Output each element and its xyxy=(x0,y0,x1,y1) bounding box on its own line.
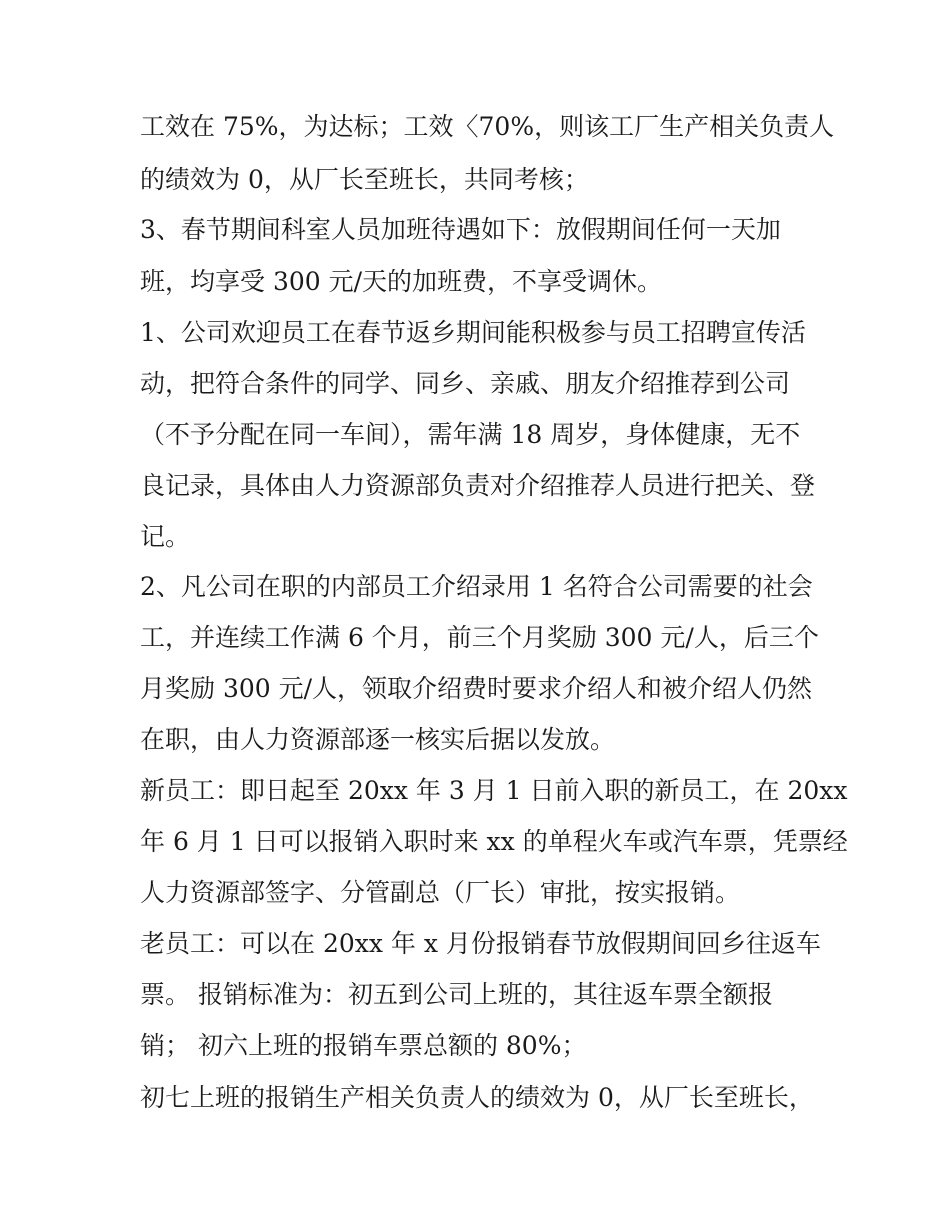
text-line: 1、公司欢迎员工在春节返乡期间能积极参与员工招聘宣传活 xyxy=(140,318,806,347)
text-line: 动，把符合条件的同学、同乡、亲戚、朋友介绍推荐到公司 xyxy=(140,369,791,398)
text-line: 销； 初六上班的报销车票总额的 80%； xyxy=(140,1031,587,1060)
text-line: 良记录，具体由人力资源部负责对介绍推荐人员进行把关、登 xyxy=(140,471,816,500)
text-line: 3、春节期间科室人员加班待遇如下：放假期间任何一天加 xyxy=(140,215,781,244)
text-line: （不予分配在同一车间），需年满 18 周岁，身体健康，无不 xyxy=(140,420,801,449)
text-line: 在职，由人力资源部逐一核实后据以发放。 xyxy=(140,725,616,754)
text-line: 工，并连续工作满 6 个月，前三个月奖励 300 元/人，后三个 xyxy=(140,623,819,652)
text-line: 票。 报销标准为：初五到公司上班的，其往返车票全额报 xyxy=(140,980,773,1009)
text-line: 记。 xyxy=(140,522,191,551)
text-line: 初七上班的报销生产相关负责人的绩效为 0，从厂长至班长， xyxy=(140,1083,814,1112)
text-line: 的绩效为 0，从厂长至班长，共同考核； xyxy=(140,165,589,194)
text-line: 老员工：可以在 20xx 年 x 月份报销春节放假期间回乡往返车 xyxy=(140,929,821,958)
text-line: 人力资源部签字、分管副总（厂长）审批，按实报销。 xyxy=(140,878,741,907)
text-line: 月奖励 300 元/人，领取介绍费时要求介绍人和被介绍人仍然 xyxy=(140,674,813,703)
text-line: 工效在 75%，为达标；工效〈70%，则该工厂生产相关负责人 xyxy=(140,112,835,141)
text-line: 年 6 月 1 日可以报销入职时来 xx 的单程火车或汽车票，凭票经 xyxy=(140,827,848,856)
text-line: 班，均享受 300 元/天的加班费，不享受调休。 xyxy=(140,267,663,296)
text-line: 新员工：即日起至 20xx 年 3 月 1 日前入职的新员工，在 20xx xyxy=(140,776,848,805)
text-line: 2、凡公司在职的内部员工介绍录用 1 名符合公司需要的社会 xyxy=(140,572,813,601)
